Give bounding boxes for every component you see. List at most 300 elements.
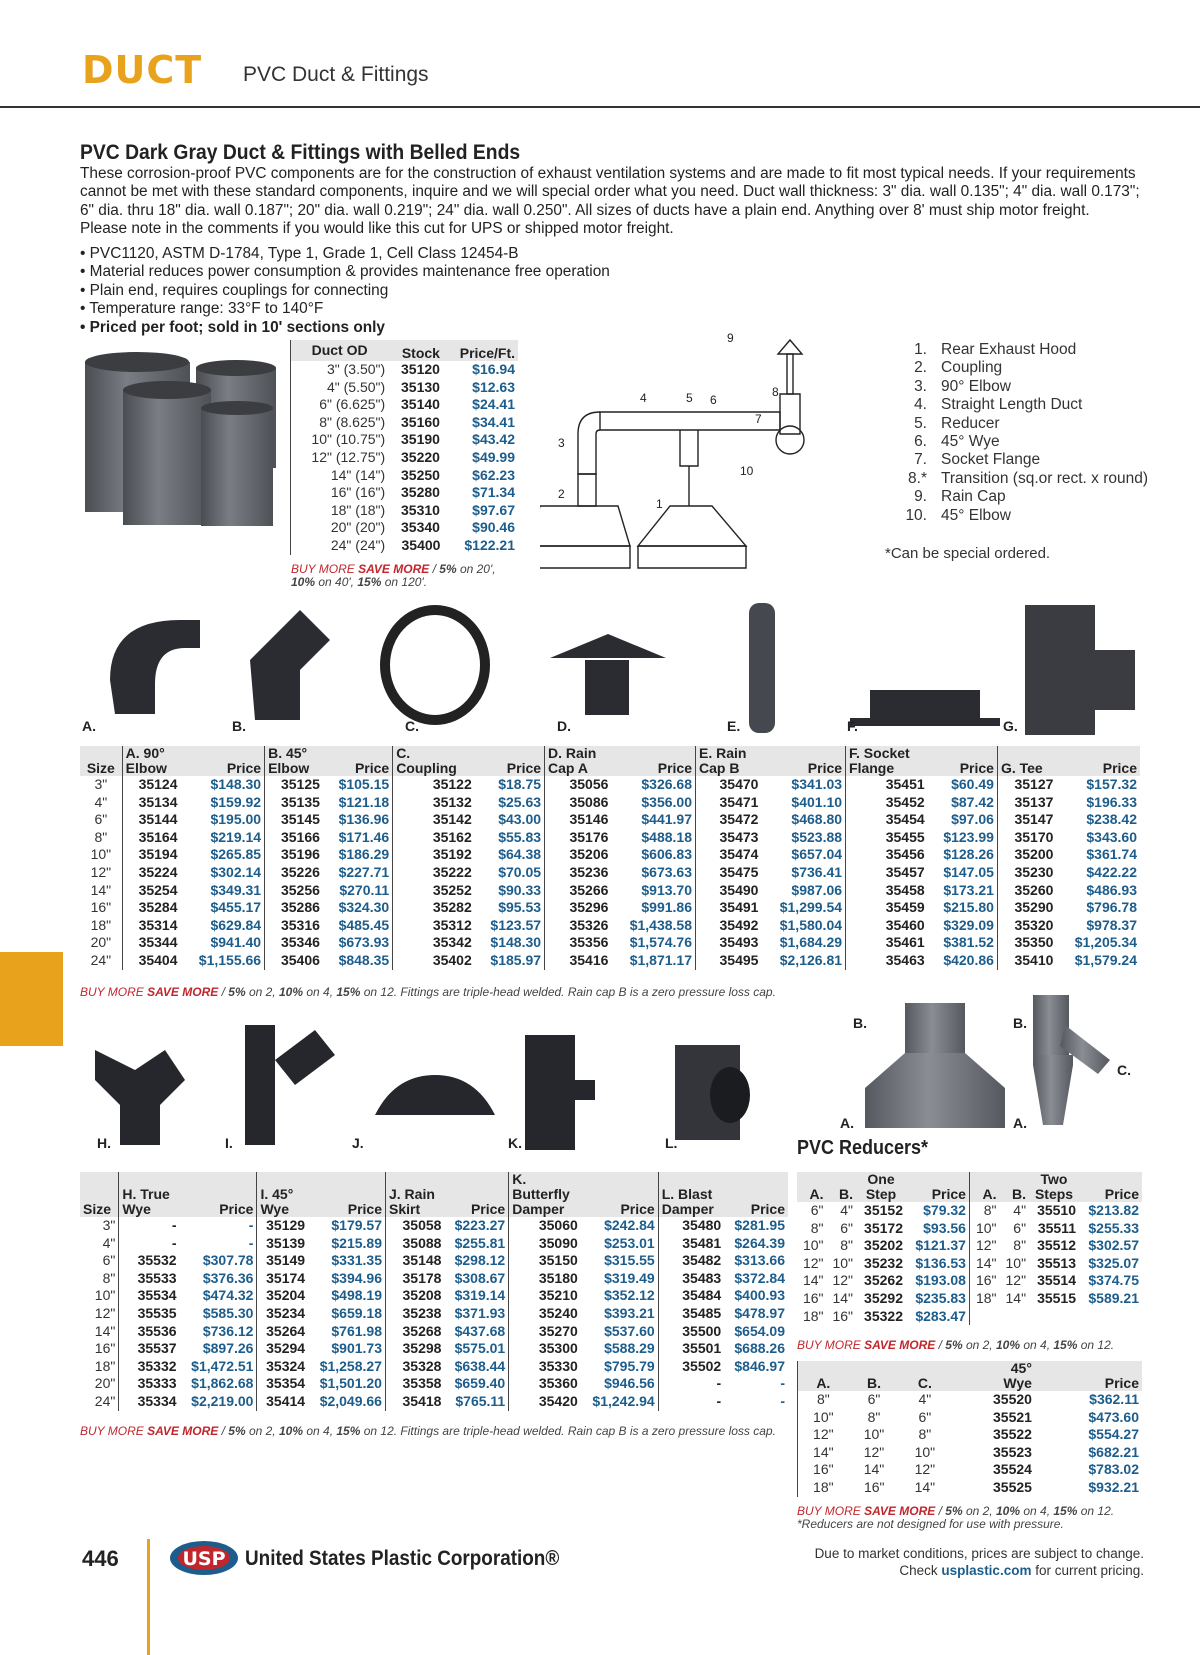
duct-od: 8" (8.625") bbox=[319, 413, 386, 430]
price: $148.30 bbox=[490, 934, 542, 951]
photo-label: F. bbox=[847, 718, 858, 734]
col-price: Price/Ft. bbox=[459, 345, 515, 361]
price: $1,242.94 bbox=[592, 1392, 655, 1409]
stock-number: 35330 bbox=[509, 1358, 581, 1376]
photo-label: J. bbox=[352, 1135, 364, 1151]
note-pct: 5% bbox=[945, 1504, 963, 1518]
price: $941.40 bbox=[210, 934, 262, 951]
photo-label: G. bbox=[1003, 718, 1018, 734]
header-line2: Coupling bbox=[396, 760, 457, 776]
note-text: on 2, bbox=[245, 985, 279, 999]
price: $326.68 bbox=[641, 776, 692, 792]
stock-number: 35350 bbox=[997, 934, 1056, 952]
duct-row bbox=[291, 379, 519, 397]
header-line2: Price bbox=[1102, 760, 1137, 776]
table-row bbox=[80, 1375, 788, 1393]
price: $223.27 bbox=[454, 1217, 506, 1233]
callout: 3 bbox=[558, 436, 565, 450]
size: 16" bbox=[969, 1272, 999, 1290]
size: 8" bbox=[102, 1269, 116, 1286]
table-row bbox=[798, 1479, 1143, 1497]
table-row bbox=[80, 1217, 788, 1235]
photo-label: H. bbox=[97, 1135, 111, 1151]
stock-number: 35056 bbox=[545, 776, 612, 794]
diagram-footnote: *Can be special ordered. bbox=[885, 545, 1051, 562]
pricing-note bbox=[815, 1545, 1144, 1579]
fittings-table-2-header bbox=[80, 1172, 788, 1217]
header-line2: Elbow bbox=[125, 760, 167, 776]
column-header bbox=[1035, 1361, 1142, 1391]
price: $349.31 bbox=[210, 881, 262, 898]
fittings-table-1-body bbox=[80, 776, 1140, 970]
header-line2: Steps bbox=[1034, 1186, 1074, 1202]
price: $394.96 bbox=[331, 1269, 382, 1286]
legend-item bbox=[885, 415, 1148, 433]
stock-number: 35149 bbox=[257, 1252, 308, 1270]
header-line2: Size bbox=[86, 760, 115, 776]
price: $688.26 bbox=[734, 1340, 785, 1357]
legend-number: 1. bbox=[914, 341, 927, 358]
price: $302.14 bbox=[210, 863, 262, 880]
price: $196.33 bbox=[1086, 793, 1137, 810]
price: $474.32 bbox=[202, 1287, 254, 1304]
wye-45-photo bbox=[245, 1025, 275, 1145]
price: $62.23 bbox=[472, 466, 515, 483]
size bbox=[969, 1308, 999, 1326]
stock-number: 35493 bbox=[696, 934, 762, 952]
legend-number: 7. bbox=[914, 451, 927, 469]
duct-row bbox=[291, 484, 519, 502]
product-title: PVC Dark Gray Duct & Fittings with Belled Ends bbox=[80, 141, 521, 164]
note-text: on 12. Fittings are triple-head welded. Rain cap B is a zero pressure loss cap. bbox=[360, 985, 776, 999]
stock-number: 35254 bbox=[122, 882, 180, 900]
price: $128.26 bbox=[943, 846, 994, 863]
price: $148.30 bbox=[210, 776, 262, 792]
price: $420.86 bbox=[943, 951, 994, 968]
stock-number: 35270 bbox=[509, 1323, 581, 1341]
rain-skirt-photo bbox=[375, 1075, 495, 1115]
legend-label: 90° Elbow bbox=[941, 377, 1011, 395]
price: $64.38 bbox=[498, 846, 542, 863]
stock-number: 35208 bbox=[385, 1287, 444, 1305]
column-header bbox=[545, 746, 612, 776]
stock-number: 35300 bbox=[509, 1340, 581, 1358]
column-header bbox=[80, 746, 122, 776]
size: 3" bbox=[94, 776, 108, 792]
callout: 7 bbox=[755, 412, 762, 426]
stock-number: 35122 bbox=[393, 776, 475, 794]
size: 10" bbox=[1005, 1254, 1027, 1271]
price: $185.97 bbox=[490, 951, 542, 968]
size: 20" bbox=[90, 934, 112, 951]
note-text: on 4, bbox=[303, 1424, 337, 1438]
photo-label: E. bbox=[727, 718, 741, 734]
duct-od: 12" (12.75") bbox=[311, 448, 386, 465]
callout: 9 bbox=[727, 331, 734, 345]
stock-number: 35360 bbox=[509, 1375, 581, 1393]
size: 24" bbox=[94, 1392, 116, 1409]
size: 8" bbox=[918, 1426, 932, 1443]
price: $90.33 bbox=[498, 881, 542, 898]
table-row bbox=[80, 952, 1140, 970]
table-row bbox=[797, 1202, 1142, 1220]
pricing-note-line1: Due to market conditions, prices are subject to change. bbox=[814, 1546, 1144, 1561]
price: $901.73 bbox=[331, 1340, 382, 1357]
stock-number: 35256 bbox=[265, 882, 323, 900]
size: 14" bbox=[90, 881, 112, 898]
note-sep: / bbox=[429, 562, 440, 576]
price: $147.05 bbox=[943, 863, 994, 880]
price: $846.97 bbox=[734, 1357, 785, 1374]
header-row bbox=[80, 1172, 788, 1217]
size: 14" bbox=[914, 1478, 936, 1495]
stock-number: 35147 bbox=[997, 811, 1056, 829]
price: $486.93 bbox=[1086, 881, 1137, 898]
pricing-note-tail: for current pricing. bbox=[1031, 1563, 1144, 1578]
reducers-table-header bbox=[797, 1172, 1142, 1202]
stock-number: 35240 bbox=[509, 1305, 581, 1323]
price: - bbox=[780, 1375, 785, 1392]
header-line3: Damper bbox=[512, 1201, 565, 1217]
price: $356.00 bbox=[641, 793, 692, 810]
stock-number: 35230 bbox=[997, 864, 1056, 882]
header-line2: I. 45° bbox=[260, 1186, 294, 1202]
header-line1: E. Rain bbox=[699, 745, 747, 761]
stock-number: 35162 bbox=[393, 829, 475, 847]
price: $575.01 bbox=[454, 1340, 506, 1357]
legend-number: 9. bbox=[914, 488, 927, 506]
note-text: on 12. bbox=[1077, 1338, 1115, 1352]
stock-number: 35512 bbox=[1037, 1237, 1076, 1254]
stock-number: 35484 bbox=[658, 1287, 724, 1305]
price: $136.53 bbox=[915, 1254, 966, 1271]
price: $589.21 bbox=[1088, 1289, 1139, 1306]
callout: 1 bbox=[656, 497, 663, 511]
photo-label: B. bbox=[232, 718, 246, 734]
stock-number: 35491 bbox=[696, 899, 762, 917]
price: $70.05 bbox=[498, 863, 542, 880]
size: 8" bbox=[810, 1219, 824, 1236]
legend-number: 6. bbox=[914, 433, 927, 451]
price: $319.14 bbox=[454, 1287, 506, 1304]
column-header bbox=[658, 1172, 724, 1217]
price: $157.32 bbox=[1086, 776, 1137, 792]
size: 10" bbox=[802, 1237, 824, 1254]
reducer-wye-notes bbox=[797, 1505, 1114, 1531]
column-header bbox=[724, 1172, 788, 1217]
price: $213.82 bbox=[1088, 1202, 1139, 1218]
price: $171.46 bbox=[338, 828, 390, 845]
header-line2: Price bbox=[959, 760, 994, 776]
photo-label: K. bbox=[508, 1135, 522, 1151]
stock-number: 35346 bbox=[265, 934, 323, 952]
elbow-45-photo bbox=[250, 610, 330, 720]
callout: 10 bbox=[740, 464, 754, 478]
col-duct-od: Duct OD bbox=[311, 342, 368, 358]
price: $987.06 bbox=[791, 881, 843, 898]
stock-number: 35358 bbox=[385, 1375, 444, 1393]
stock-number: 35481 bbox=[658, 1235, 724, 1253]
column-header bbox=[849, 1361, 900, 1391]
table-row bbox=[798, 1426, 1143, 1444]
note-text: on 4, bbox=[303, 985, 337, 999]
stock-number: 35264 bbox=[257, 1323, 308, 1341]
size: 10" bbox=[914, 1443, 936, 1460]
price: $121.18 bbox=[338, 793, 390, 810]
column-header bbox=[181, 746, 265, 776]
stock-number: 35250 bbox=[401, 466, 440, 483]
price: $376.36 bbox=[202, 1269, 254, 1286]
note-pct: 10% bbox=[278, 985, 303, 999]
stock-number: 35148 bbox=[385, 1252, 444, 1270]
column-header bbox=[950, 1361, 1035, 1391]
page-number: 446 bbox=[82, 1546, 119, 1571]
price: $319.49 bbox=[604, 1269, 655, 1286]
duct-row bbox=[291, 502, 519, 520]
size: 12" bbox=[969, 1237, 999, 1255]
price: $97.06 bbox=[951, 811, 994, 828]
price: $24.41 bbox=[472, 396, 515, 413]
header-line1: A. 90° bbox=[125, 745, 165, 761]
size: 4" bbox=[840, 1202, 854, 1218]
duct-row bbox=[291, 414, 519, 432]
price: $1,155.66 bbox=[198, 951, 262, 968]
size: 14" bbox=[94, 1322, 116, 1339]
stock-number: 35532 bbox=[119, 1252, 180, 1270]
size: 10" bbox=[813, 1408, 834, 1425]
header-line2: Price bbox=[807, 760, 843, 776]
header-rule bbox=[0, 106, 1200, 108]
photo-label: B. bbox=[1013, 1015, 1027, 1031]
size: 16" bbox=[94, 1340, 116, 1357]
stock-number: 35501 bbox=[658, 1340, 724, 1358]
price: $298.12 bbox=[454, 1252, 506, 1269]
stock-number: 35134 bbox=[122, 794, 180, 812]
stock-number: 35406 bbox=[265, 952, 323, 970]
price: $123.99 bbox=[943, 828, 994, 845]
photo-label: A. bbox=[840, 1115, 854, 1131]
stock-number: 35086 bbox=[545, 794, 612, 812]
price: $673.93 bbox=[338, 934, 390, 951]
legend-item bbox=[885, 378, 1148, 396]
note-pct: 10% bbox=[278, 1424, 303, 1438]
table-row bbox=[797, 1272, 1142, 1290]
stock-number: 35176 bbox=[545, 829, 612, 847]
column-header bbox=[906, 1172, 969, 1202]
stock-number: 35500 bbox=[658, 1323, 724, 1341]
size: 4" bbox=[1013, 1202, 1027, 1218]
feature-item: • Material reduces power consumption & provides maintenance free operation bbox=[80, 263, 610, 281]
price: $12.63 bbox=[472, 378, 515, 395]
stock-number: 35470 bbox=[696, 776, 762, 794]
reducer-wye-table-body bbox=[798, 1391, 1143, 1497]
stock-number: 35344 bbox=[122, 934, 180, 952]
price: $374.75 bbox=[1088, 1272, 1139, 1289]
photo-label: B. bbox=[853, 1015, 867, 1031]
price: $264.39 bbox=[734, 1234, 785, 1251]
size: 6" bbox=[102, 1252, 116, 1269]
stock-number: 35452 bbox=[846, 794, 928, 812]
price: $87.42 bbox=[951, 793, 994, 810]
duct-od: 16" (16") bbox=[330, 484, 386, 501]
photo-label: C. bbox=[1117, 1062, 1131, 1078]
column-header bbox=[1029, 1172, 1079, 1202]
stock-number: 35492 bbox=[696, 917, 762, 935]
header-line2: Cap B bbox=[699, 760, 740, 776]
column-header bbox=[323, 746, 393, 776]
section-title: DUCT bbox=[82, 48, 203, 92]
table-row bbox=[797, 1308, 1142, 1326]
price: $1,438.58 bbox=[629, 916, 692, 933]
note-pct: 15% bbox=[336, 985, 361, 999]
price: $673.63 bbox=[641, 863, 692, 880]
stock-number: 35224 bbox=[122, 864, 180, 882]
price: $554.27 bbox=[1088, 1426, 1139, 1443]
price: $159.92 bbox=[210, 793, 262, 810]
note-text: on 120'. bbox=[381, 575, 428, 589]
header-line1: C. bbox=[396, 745, 411, 761]
stock-number: 35178 bbox=[385, 1270, 444, 1288]
stock-number: 35324 bbox=[257, 1358, 308, 1376]
price: $437.68 bbox=[454, 1322, 506, 1339]
note-pct: 10% bbox=[995, 1338, 1020, 1352]
photo-label: A. bbox=[82, 718, 96, 734]
size: 6" bbox=[918, 1408, 932, 1425]
duct-od: 20" (20") bbox=[330, 519, 386, 536]
header-line2: Price bbox=[226, 760, 262, 776]
header-line3: Skirt bbox=[388, 1201, 421, 1217]
duct-od: 4" (5.50") bbox=[326, 378, 386, 395]
feature-list bbox=[80, 245, 610, 337]
stock-number: 35322 bbox=[864, 1307, 903, 1324]
price: $18.75 bbox=[498, 776, 542, 792]
table-row bbox=[80, 1270, 788, 1288]
header-line2: A. bbox=[982, 1186, 997, 1202]
column-header bbox=[308, 1172, 385, 1217]
fittings-table-2-body bbox=[80, 1217, 788, 1411]
stock-number: 35144 bbox=[122, 811, 180, 829]
stock-number: 35472 bbox=[696, 811, 762, 829]
website-link[interactable]: usplastic.com bbox=[941, 1563, 1032, 1578]
stock-number: - bbox=[658, 1375, 724, 1393]
size: 16" bbox=[802, 1289, 824, 1306]
stock-number: 35400 bbox=[401, 536, 441, 553]
price: $795.79 bbox=[604, 1357, 655, 1374]
size: 12" bbox=[90, 863, 112, 880]
side-tab bbox=[0, 952, 63, 1046]
legend-label: Socket Flange bbox=[941, 451, 1041, 469]
size: 14" bbox=[813, 1443, 834, 1460]
stock-number: 35460 bbox=[846, 917, 928, 935]
stock-number: 35204 bbox=[257, 1287, 308, 1305]
column-header bbox=[696, 746, 762, 776]
price: $1,574.76 bbox=[629, 934, 692, 951]
price: $488.18 bbox=[641, 828, 692, 845]
size: 12" bbox=[832, 1272, 854, 1289]
price: $34.41 bbox=[472, 413, 515, 430]
header-line2: Wye bbox=[1003, 1375, 1032, 1391]
size: 14" bbox=[1005, 1289, 1027, 1306]
header-line2: Price bbox=[931, 1186, 966, 1202]
legend-number: 2. bbox=[914, 359, 927, 377]
photo-label: C. bbox=[405, 718, 419, 734]
duct-photo bbox=[83, 350, 283, 532]
note-buy-more: BUY MORE bbox=[291, 562, 359, 576]
stock-number: 35480 bbox=[658, 1217, 724, 1235]
price: $25.63 bbox=[498, 793, 542, 810]
stock-number: 35146 bbox=[545, 811, 612, 829]
stock-number: 35490 bbox=[696, 882, 762, 900]
price: $1,862.68 bbox=[191, 1375, 254, 1392]
stock-number: 35180 bbox=[509, 1270, 581, 1288]
header-line2: G. Tee bbox=[1000, 760, 1043, 776]
header-line1: K. bbox=[512, 1171, 527, 1187]
price: $629.84 bbox=[210, 916, 262, 933]
price: $659.18 bbox=[331, 1304, 382, 1321]
size: 3" bbox=[102, 1217, 116, 1233]
size: 4" bbox=[102, 1234, 116, 1251]
duct-row bbox=[291, 396, 519, 414]
note-save-more: SAVE MORE bbox=[147, 985, 219, 999]
header-line1: D. Rain bbox=[548, 745, 597, 761]
stock-number: 35514 bbox=[1037, 1272, 1076, 1289]
fittings-buy-more-note-2 bbox=[80, 1425, 780, 1438]
stock-number: 35495 bbox=[696, 952, 762, 970]
header-line2: C. bbox=[917, 1375, 932, 1391]
column-header bbox=[257, 1172, 308, 1217]
stock-number: 35525 bbox=[993, 1478, 1032, 1495]
size: 16" bbox=[832, 1307, 854, 1324]
size: 4" bbox=[94, 793, 108, 810]
header-line2: Price bbox=[506, 760, 542, 776]
table-row bbox=[797, 1290, 1142, 1308]
column-header bbox=[797, 1172, 827, 1202]
stock-number: 35510 bbox=[1037, 1202, 1076, 1218]
price: $352.12 bbox=[604, 1287, 655, 1304]
stock-number: 35461 bbox=[846, 934, 928, 952]
photo-label: L. bbox=[665, 1135, 678, 1151]
price: $281.95 bbox=[734, 1217, 785, 1233]
fittings-photos-row2 bbox=[85, 1020, 785, 1150]
header-line1: Two bbox=[1040, 1171, 1068, 1187]
stock-number: 35152 bbox=[864, 1202, 903, 1218]
feature-item: • Temperature range: 33°F to 140°F bbox=[80, 300, 610, 318]
reducers-title: PVC Reducers* bbox=[797, 1137, 929, 1159]
stock-number: 35473 bbox=[696, 829, 762, 847]
note-sep: / bbox=[218, 1424, 229, 1438]
stock-number: 35150 bbox=[509, 1252, 581, 1270]
column-header bbox=[1079, 1172, 1142, 1202]
duct-row bbox=[291, 537, 519, 555]
stock-number: 35316 bbox=[265, 917, 323, 935]
note-pct: 5% bbox=[228, 985, 246, 999]
duct-od: 6" (6.625") bbox=[319, 396, 386, 413]
size: 8" bbox=[1013, 1237, 1027, 1254]
header-line1: One bbox=[867, 1171, 895, 1187]
stock-number: 35132 bbox=[393, 794, 475, 812]
col-stock: Stock bbox=[401, 345, 440, 361]
size: 12" bbox=[94, 1304, 116, 1321]
stock-number: 35458 bbox=[846, 882, 928, 900]
price: $765.11 bbox=[455, 1392, 506, 1409]
rain-cap-b-photo bbox=[749, 603, 775, 733]
size: 14" bbox=[832, 1289, 854, 1306]
price: $932.21 bbox=[1088, 1478, 1139, 1495]
size: 10" bbox=[969, 1220, 999, 1238]
stock-number: 35292 bbox=[864, 1289, 903, 1306]
stock-number: 35515 bbox=[1037, 1289, 1076, 1306]
price: $215.80 bbox=[943, 899, 994, 916]
